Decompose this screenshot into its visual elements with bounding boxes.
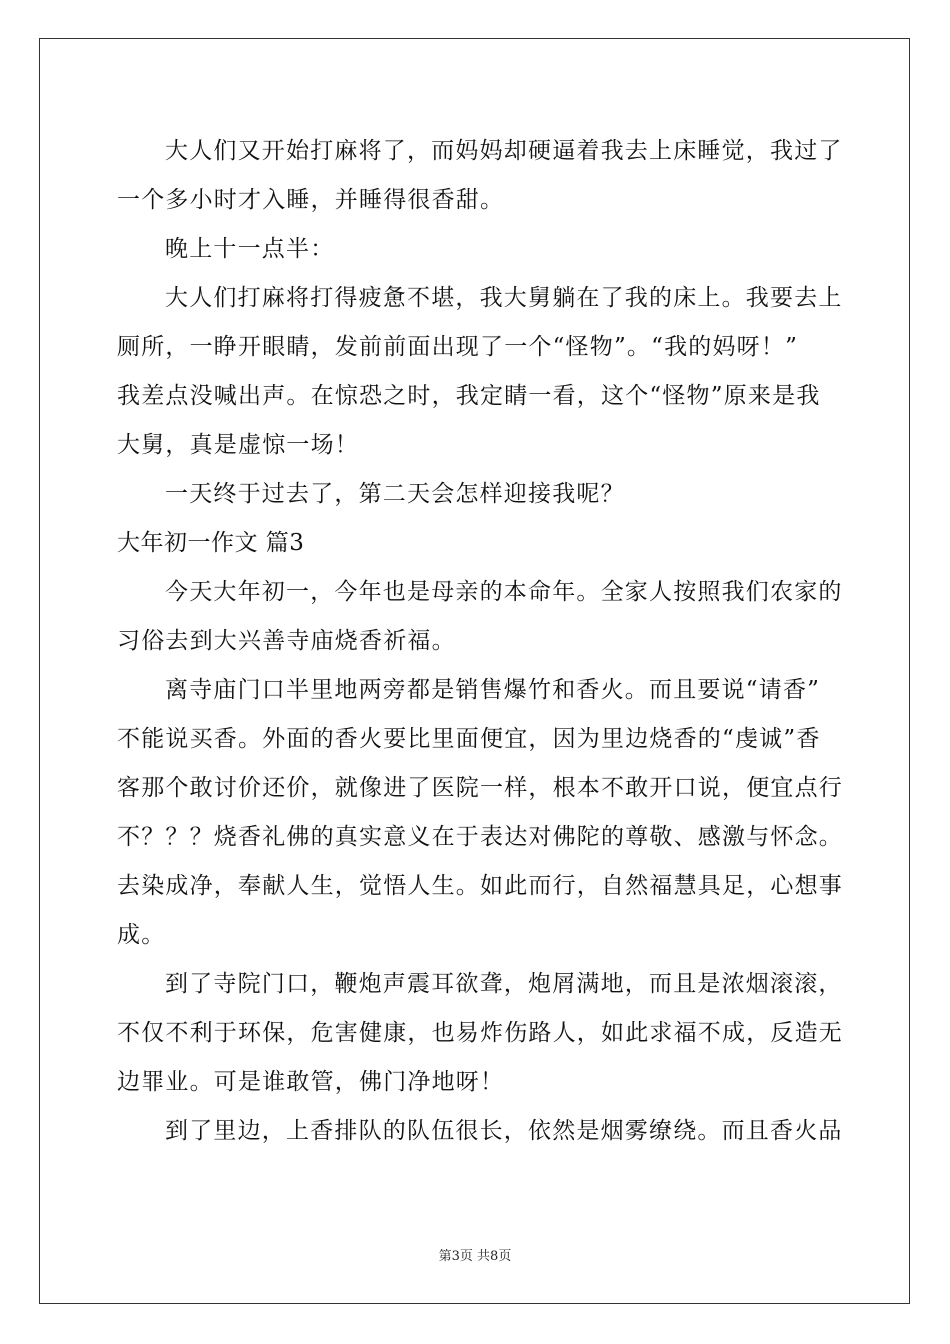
text-line: 离寺庙门口半里地两旁都是销售爆竹和香火。而且要说“请香” (165, 677, 821, 703)
text-line: 去染成净，奉献人生，觉悟人生。如此而行，自然福慧具足，心想事 (117, 873, 843, 899)
text-line: 一天终于过去了，第二天会怎样迎接我呢？ (165, 481, 625, 507)
text-line: 边罪业。可是谁敢管，佛门净地呀！ (117, 1069, 505, 1095)
page-footer: 第3页 共8页 (438, 1249, 512, 1264)
text-line: 大人们又开始打麻将了，而妈妈却硬逼着我去上床睡觉，我过了 (165, 138, 843, 164)
text-line: 客那个敢讨价还价，就像进了医院一样，根本不敢开口说，便宜点行 (117, 775, 843, 801)
text-line: 厕所，一睁开眼睛，发前前面出现了一个“怪物”。“我的妈呀！” (117, 334, 799, 360)
text-line: 一个多小时才入睡，并睡得很香甜。 (117, 187, 505, 213)
text-line: 到了里边，上香排队的队伍很长，依然是烟雾缭绕。而且香火品 (165, 1118, 843, 1144)
text-line: 成。 (117, 922, 166, 948)
text-line: 习俗去到大兴善寺庙烧香祈福。 (117, 628, 456, 654)
text-line: 不？？？烧香礼佛的真实意义在于表达对佛陀的尊敬、感激与怀念。 (117, 824, 843, 850)
text-line: 不能说买香。外面的香火要比里面便宜，因为里边烧香的“虔诚”香 (117, 726, 821, 752)
section-heading: 大年初一作文 篇3 (117, 530, 305, 556)
text-line: 不仅不利于环保，危害健康，也易炸伤路人，如此求福不成，反造无 (117, 1020, 843, 1046)
document-body (117, 127, 843, 1156)
text-line: 到了寺院门口，鞭炮声震耳欲聋，炮屑满地，而且是浓烟滚滚， (165, 971, 843, 997)
text-line: 我差点没喊出声。在惊恐之时，我定睛一看，这个“怪物”原来是我 (117, 383, 821, 409)
text-line: 今天大年初一，今年也是母亲的本命年。全家人按照我们农家的 (165, 579, 843, 605)
text-line: 大人们打麻将打得疲惫不堪，我大舅躺在了我的床上。我要去上 (165, 285, 843, 311)
text-line: 大舅，真是虚惊一场！ (117, 432, 359, 458)
text-line: 晚上十一点半： (165, 236, 335, 262)
